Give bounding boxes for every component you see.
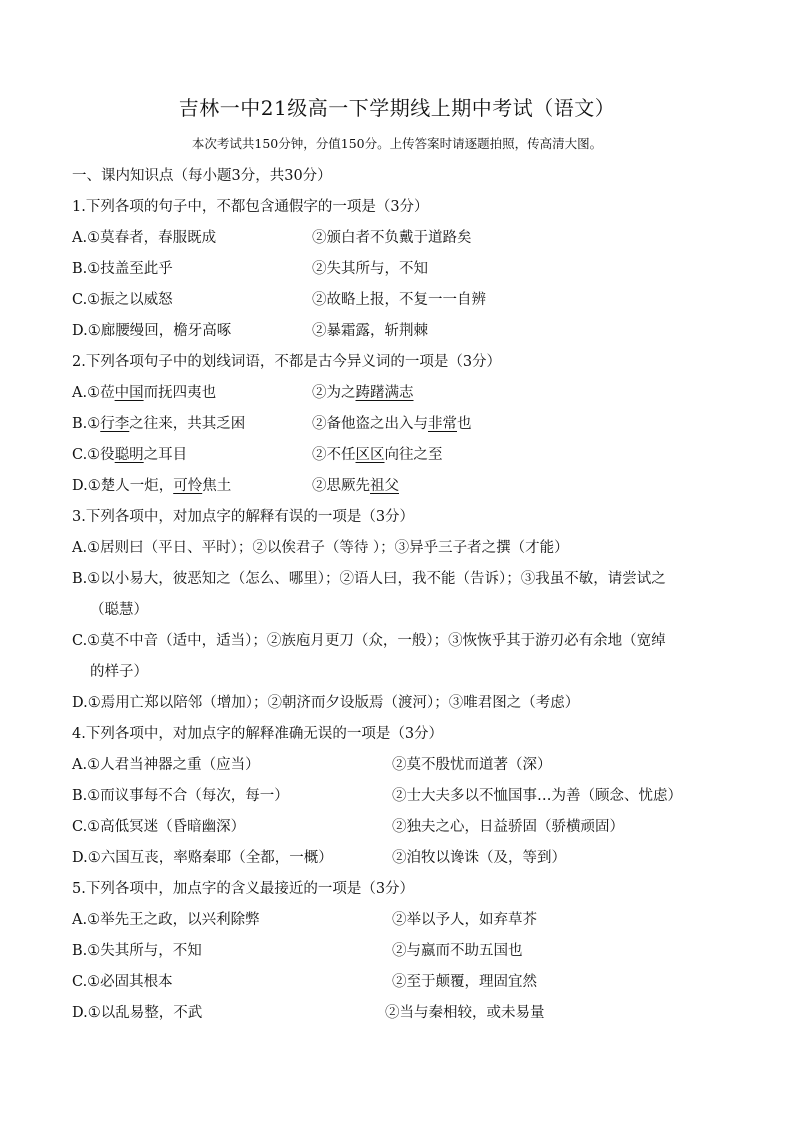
q5-option-d-2: ②当与秦相较，或未易量: [385, 1005, 545, 1021]
question-5-stem: 5.下列各项中，加点字的含义最接近的一项是（3分）: [72, 881, 415, 897]
q2-option-b-2: ②备他盗之出入与非常也: [312, 416, 472, 432]
underlined-term: 祖父: [370, 478, 399, 494]
q1-option-c-1: C.①振之以威怒: [72, 292, 173, 308]
q4-option-b-2: ②士大夫多以不恤国事…为善（顾念、忧虑）: [392, 788, 682, 804]
exam-instructions: 本次考试共150分钟，分值150分。上传答案时请逐题拍照，传高清大图。: [191, 136, 603, 151]
underlined-term: 行李: [100, 416, 130, 432]
q2-option-c-1: C.①役聪明之耳目: [72, 447, 188, 463]
q2-option-b-1: B.①行李之往来，共其乏困: [72, 416, 246, 432]
q4-option-d-1: D.①六国互丧，率赂秦耶（全都，一概）: [72, 850, 333, 866]
q2-option-a-1: A.①莅中国而抚四夷也: [72, 385, 217, 401]
q3-option-b: B.①以小易大，彼恶知之（怎么、哪里）；②语人曰，我不能（告诉）；③我虽不敏，请尝试之: [72, 571, 666, 587]
q3-option-d: D.①焉用亡郑以陪邻（增加）；②朝济而夕设版焉（渡河）；③唯君图之（考虑）: [72, 695, 580, 711]
q1-option-b-1: B.①技盖至此乎: [72, 261, 173, 277]
q3-option-a: A.①居则曰（平日、平时）；②以俟君子（等待 ）；③异乎三子者之撰（才能）: [72, 540, 569, 556]
q1-option-a-1: A.①莫春者，春服既成: [72, 230, 217, 246]
q2-option-a-2: ②为之踌躇满志: [312, 385, 414, 401]
q4-option-d-2: ②洎牧以谗诛（及，等到）: [392, 850, 566, 866]
q4-option-c-2: ②独夫之心，日益骄固（骄横顽固）: [392, 819, 624, 835]
q1-option-a-2: ②颁白者不负戴于道路矣: [312, 230, 472, 246]
q4-option-a-2: ②莫不殷忧而道著（深）: [392, 757, 552, 773]
question-2-stem: 2.下列各项句子中的划线词语，不都是古今异义词的一项是（3分）: [72, 354, 502, 370]
q1-option-d-1: D.①廊腰缦回，檐牙高啄: [72, 323, 232, 339]
section-heading: 一、课内知识点（每小题3分，共30分）: [72, 168, 332, 184]
q3-option-c: C.①莫不中音（适中，适当）；②族庖月更刀（众，一般）；③恢恢乎其于游刃必有余地（宽绰: [72, 633, 666, 649]
exam-title: 吉林一中21级高一下学期线上期中考试（语文）: [178, 96, 616, 120]
question-3-stem: 3.下列各项中，对加点字的解释有误的一项是（3分）: [72, 509, 415, 525]
q4-option-b-1: B.①而议事每不合（每次，每一）: [72, 788, 289, 804]
q2-option-d-1: D.①楚人一炬，可怜焦土: [72, 478, 232, 494]
q4-option-c-1: C.①高低冥迷（昏暗幽深）: [72, 819, 246, 835]
underlined-term: 非常: [428, 416, 457, 432]
q5-option-c-1: C.①必固其根本: [72, 974, 173, 990]
q5-option-d-1: D.①以乱易整，不武: [72, 1005, 203, 1021]
q5-option-c-2: ②至于颠覆，理固宜然: [392, 974, 537, 990]
q1-option-d-2: ②暴霜露，斩荆棘: [312, 323, 428, 339]
q4-option-a-1: A.①人君当神器之重（应当）: [72, 757, 260, 773]
underlined-term: 聪明: [114, 447, 144, 463]
q2-option-c-2: ②不任区区向往之至: [312, 447, 443, 463]
q5-option-a-1: A.①举先王之政，以兴利除弊: [72, 912, 260, 928]
question-1-stem: 1.下列各项的句子中，不都包含通假字的一项是（3分）: [72, 199, 429, 215]
q5-option-b-2: ②与嬴而不助五国也: [392, 943, 523, 959]
underlined-term: 区区: [355, 447, 385, 463]
q1-option-c-2: ②故略上报，不复一一自辨: [312, 292, 486, 308]
q5-option-b-1: B.①失其所与，不知: [72, 943, 202, 959]
q5-option-a-2: ②举以予人，如弃草芥: [392, 912, 537, 928]
question-4-stem: 4.下列各项中，对加点字的解释准确无误的一项是（3分）: [72, 726, 444, 742]
underlined-term: 可怜: [173, 478, 203, 494]
q3-option-b-continued: （聪慧）: [90, 602, 148, 618]
q3-option-c-continued: 的样子）: [90, 664, 148, 680]
q1-option-b-2: ②失其所与，不知: [312, 261, 428, 277]
underlined-term: 踌躇满志: [355, 385, 414, 401]
underlined-term: 中国: [114, 385, 144, 401]
q2-option-d-2: ②思厥先祖父: [312, 478, 399, 494]
